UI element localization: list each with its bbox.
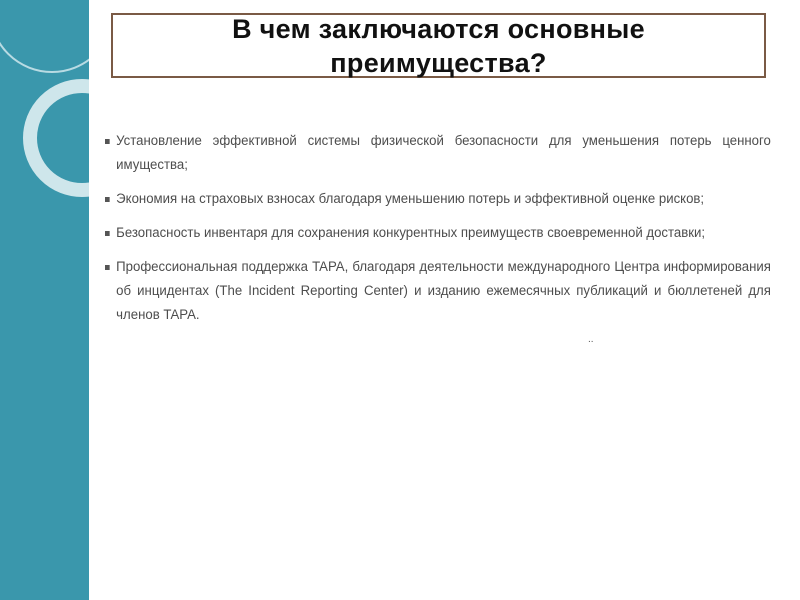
bullet-text: Профессиональная поддержка TAPA, благодаря деятельности международного Центра информирования об инцидентах (The Incident Reporting Center) и изданию ежемесячных публикаций и бюллетеней для членов TAPA.: [116, 259, 771, 323]
bullet-marker: [105, 197, 110, 202]
title-box: [111, 13, 766, 78]
decorative-ring-top: [0, 0, 89, 72]
bullet-item: [105, 221, 771, 245]
bullet-text: Безопасность инвентаря для сохранения конкурентных преимуществ своевременной доставки;: [116, 225, 706, 241]
bullet-marker: [105, 139, 110, 144]
bullet-text: Установление эффективной системы физической безопасности для уменьшения потерь ценного имущества;: [116, 133, 771, 173]
bullet-item: [105, 187, 771, 211]
decorative-ring-middle: [30, 86, 89, 190]
decorative-circles: [0, 0, 89, 600]
decorative-side-band: [0, 0, 89, 600]
slide-title: В чем заключаются основные преимущества?: [232, 13, 645, 78]
bullet-item: [105, 255, 771, 327]
bullet-list: [105, 129, 771, 337]
bullet-text: Экономия на страховых взносах благодаря уменьшению потерь и эффективной оценке рисков;: [116, 191, 705, 207]
bullet-marker: [105, 265, 110, 270]
bullet-marker: [105, 231, 110, 236]
stray-mark: ..: [588, 334, 594, 345]
bullet-item: [105, 129, 771, 177]
